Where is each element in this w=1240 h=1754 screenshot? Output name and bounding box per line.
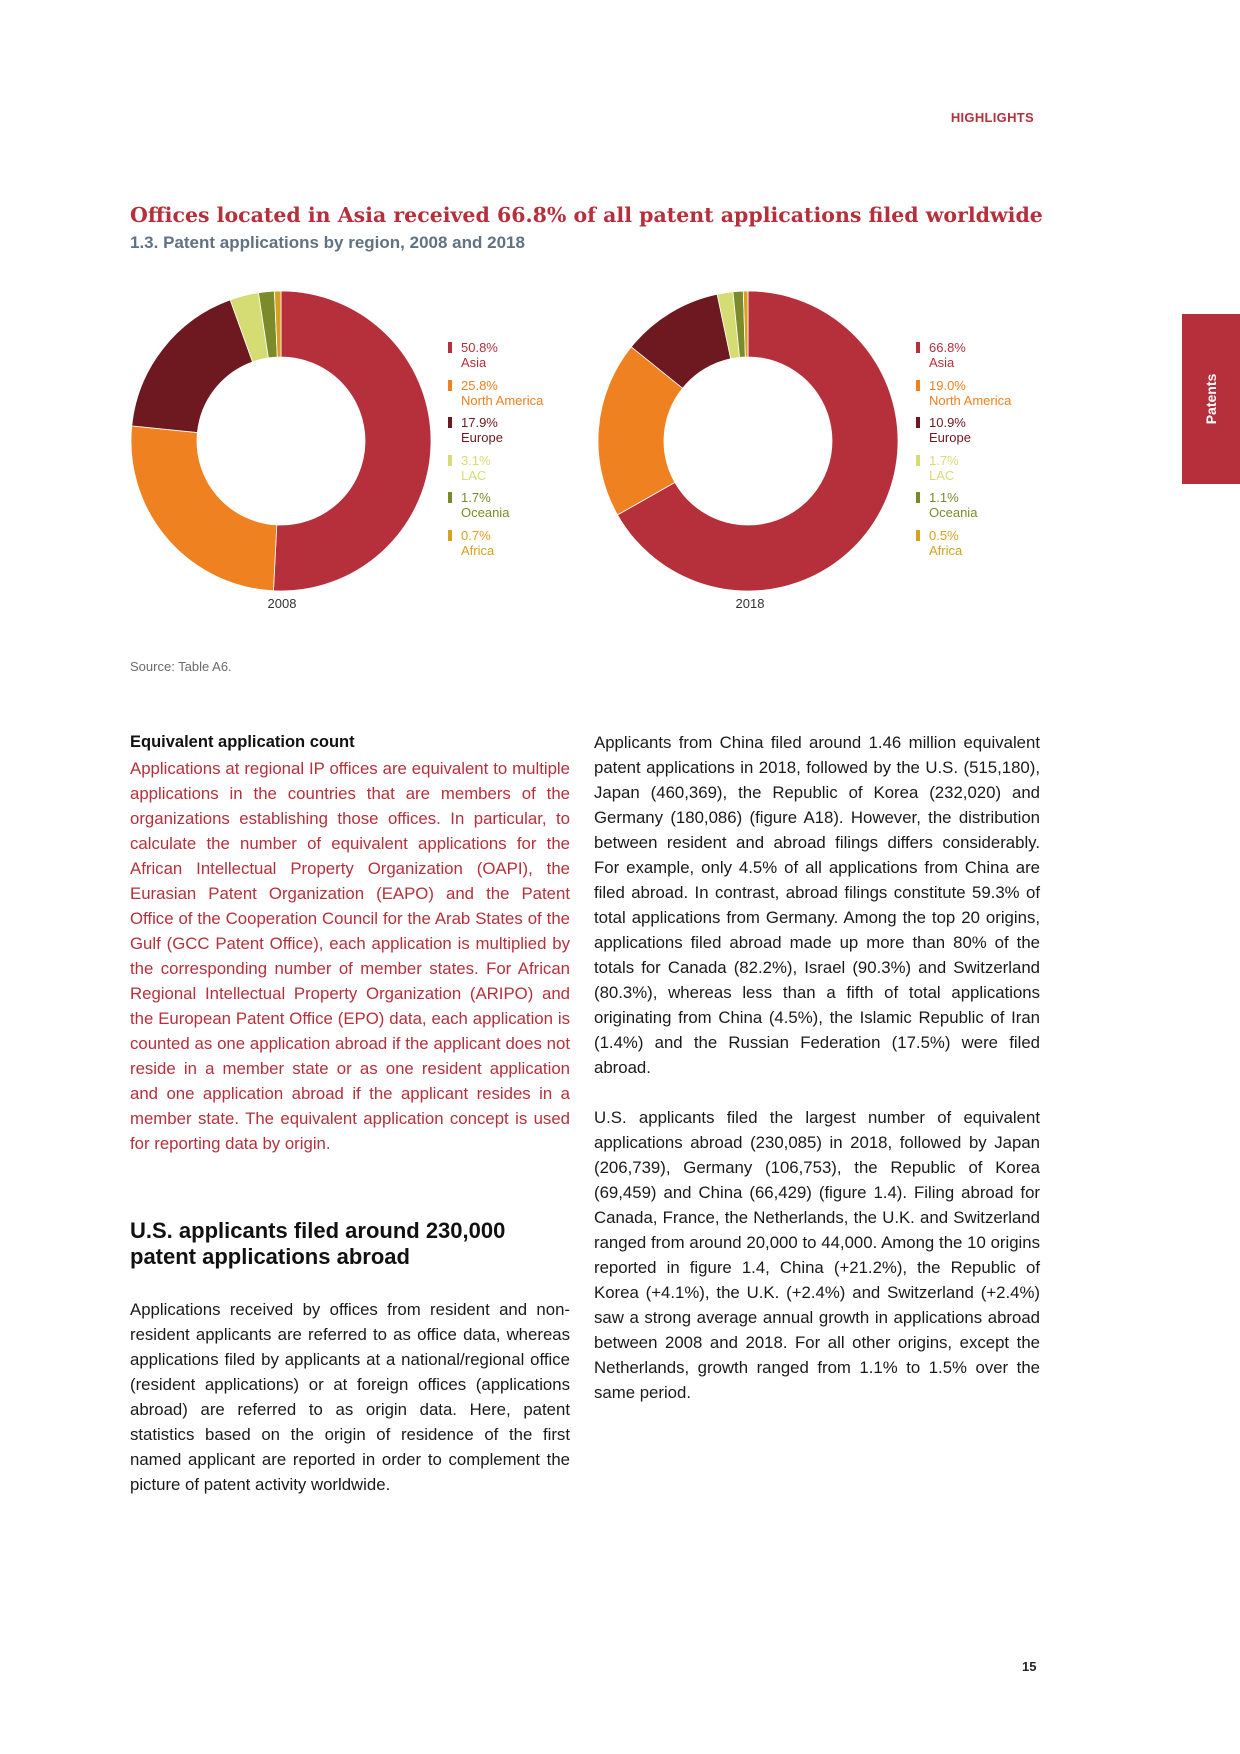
legend-swatch	[448, 380, 452, 391]
section-header: HIGHLIGHTS	[950, 110, 1034, 125]
legend-item	[448, 528, 588, 566]
donut-slice-2008-asia	[273, 291, 431, 591]
legend-label: Africa	[461, 542, 495, 558]
legend-value: 1.1%	[929, 490, 959, 505]
legend-swatch	[916, 530, 920, 541]
donut-slice-2008-europe	[132, 300, 253, 433]
side-tab-label: Patents	[1203, 373, 1219, 425]
legend-swatch	[916, 417, 920, 428]
donut-slice-2008-north-america	[131, 426, 277, 591]
legend-value: 66.8%	[929, 340, 966, 355]
legend-swatch	[916, 492, 920, 503]
paragraph-us-abroad: U.S. applicants filed the largest number of equivalent applications abroad (230,085) in 2018, followed by Japan (206,739), Germany (106,753), the Republic of Korea (69,459) and China (66,429) (figure 1.4). Filing abroad for Canada, France, the Netherlands, the U.K. and Switzerland ranged from around 20,000 to 44,000. Among the 10 origins reported in figure 1.4, China (+21.2%), the Republic of Korea (+4.1%), the U.K. (+2.4%) and Switzerland (+2.4%) saw a strong average annual growth in applications abroad between 2008 and 2018. For all other origins, except the Netherlands, growth ranged from 1.1% to 1.5% over the same period.	[594, 1108, 1040, 1402]
legend-item	[916, 453, 1056, 491]
figure-headline: Offices located in Asia received 66.8% of all patent applications filed worldwide	[130, 203, 1043, 227]
legend-swatch	[916, 455, 920, 466]
legend-item	[448, 415, 588, 453]
legend-value: 19.0%	[929, 377, 966, 393]
legend-item	[916, 490, 1056, 528]
legend-label: North America	[461, 392, 544, 408]
legend-value: 1.7%	[929, 452, 959, 468]
legend-item	[448, 490, 588, 528]
legend-value: 25.8%	[461, 377, 498, 393]
legend-item	[448, 453, 588, 491]
legend-label: Oceania	[461, 505, 510, 520]
legend-2008	[448, 340, 588, 565]
legend-value: 17.9%	[461, 415, 498, 430]
legend-2018	[916, 340, 1056, 565]
legend-item	[916, 340, 1056, 378]
legend-label: Asia	[461, 355, 487, 370]
legend-item	[448, 340, 588, 378]
legend-label: LAC	[461, 467, 487, 483]
paragraph-china: Applicants from China filed around 1.46 million equivalent patent applications in 2018, followed by the U.S. (515,180), Japan (460,369), the Republic of Korea (232,020) and Germany (180,086) (figure A18). However, the distribution between resident and abroad filings differs considerably. For example, only 4.5% of all applications from China are filed abroad. In contrast, abroad filings constitute 59.3% of total applications from Germany. Among the top 20 origins, applications filed abroad made up more than 80% of the totals for Canada (82.2%), Israel (90.3%) and Switzerland (80.3%), whereas less than a fifth of total applications originating from China (4.5%), the Islamic Republic of Iran (1.4%) and the Russian Federation (17.5%) were filed abroad.	[594, 733, 1040, 1077]
legend-item	[916, 378, 1056, 416]
legend-item	[916, 415, 1056, 453]
legend-label: Europe	[929, 430, 971, 445]
chart-year-label-2008: 2008	[267, 596, 297, 611]
legend-item	[916, 528, 1056, 566]
legend-value: 0.5%	[929, 527, 959, 543]
legend-swatch	[916, 342, 920, 353]
legend-label: Africa	[929, 542, 963, 558]
box-text: Applications at regional IP offices are equivalent to multiple applications in the countries that are members of the organizations establishing those offices. In particular, to calculate the number of equivalent applications for the African Intellectual Property Organization (OAPI), the Eurasian Patent Organization (EAPO) and the Patent Office of the Cooperation Council for the Arab States of the Gulf (GCC Patent Office), each application is multiplied by the corresponding number of member states. For African Regional Intellectual Property Organization (ARIPO) and the European Patent Office (EPO) data, each application is counted as one application abroad if the applicant does not reside in a member state or as one resident application and one application abroad if the applicant resides in a member state. The equivalent application concept is used for reporting data by origin.	[130, 759, 570, 1153]
legend-value: 3.1%	[461, 452, 491, 468]
paragraph-office-origin: Applications received by offices from resident and non-resident applicants are referred to as office data, whereas applications filed by applicants at a national/regional office (resident applications) or at foreign offices (applications abroad) are referred to as origin data. Here, patent statistics based on the origin of residence of the first named applicant are reported in order to complement the picture of patent activity worldwide.	[130, 1300, 570, 1494]
legend-value: 50.8%	[461, 340, 498, 355]
legend-value: 1.7%	[461, 490, 491, 505]
box-title: Equivalent application count	[130, 733, 355, 751]
legend-swatch	[448, 342, 452, 353]
legend-value: 10.9%	[929, 415, 966, 430]
legend-label: North America	[929, 392, 1012, 408]
figure-source: Source: Table A6.	[130, 659, 232, 674]
legend-label: LAC	[929, 467, 955, 483]
legend-swatch	[448, 455, 452, 466]
legend-swatch	[448, 417, 452, 428]
legend-value: 0.7%	[461, 527, 491, 543]
legend-label: Oceania	[929, 505, 978, 520]
legend-label: Europe	[461, 430, 503, 445]
legend-item	[448, 378, 588, 416]
section-heading: U.S. applicants filed around 230,000 patent applications abroad	[130, 1218, 506, 1269]
figure-caption: 1.3. Patent applications by region, 2008 and 2018	[130, 233, 525, 252]
legend-swatch	[916, 380, 920, 391]
legend-label: Asia	[929, 355, 955, 370]
legend-swatch	[448, 530, 452, 541]
left-column	[130, 730, 570, 1497]
page-number: 15	[1022, 1659, 1037, 1674]
legend-swatch	[448, 492, 452, 503]
chart-year-label-2018: 2018	[735, 596, 765, 611]
right-column	[594, 730, 1040, 1405]
